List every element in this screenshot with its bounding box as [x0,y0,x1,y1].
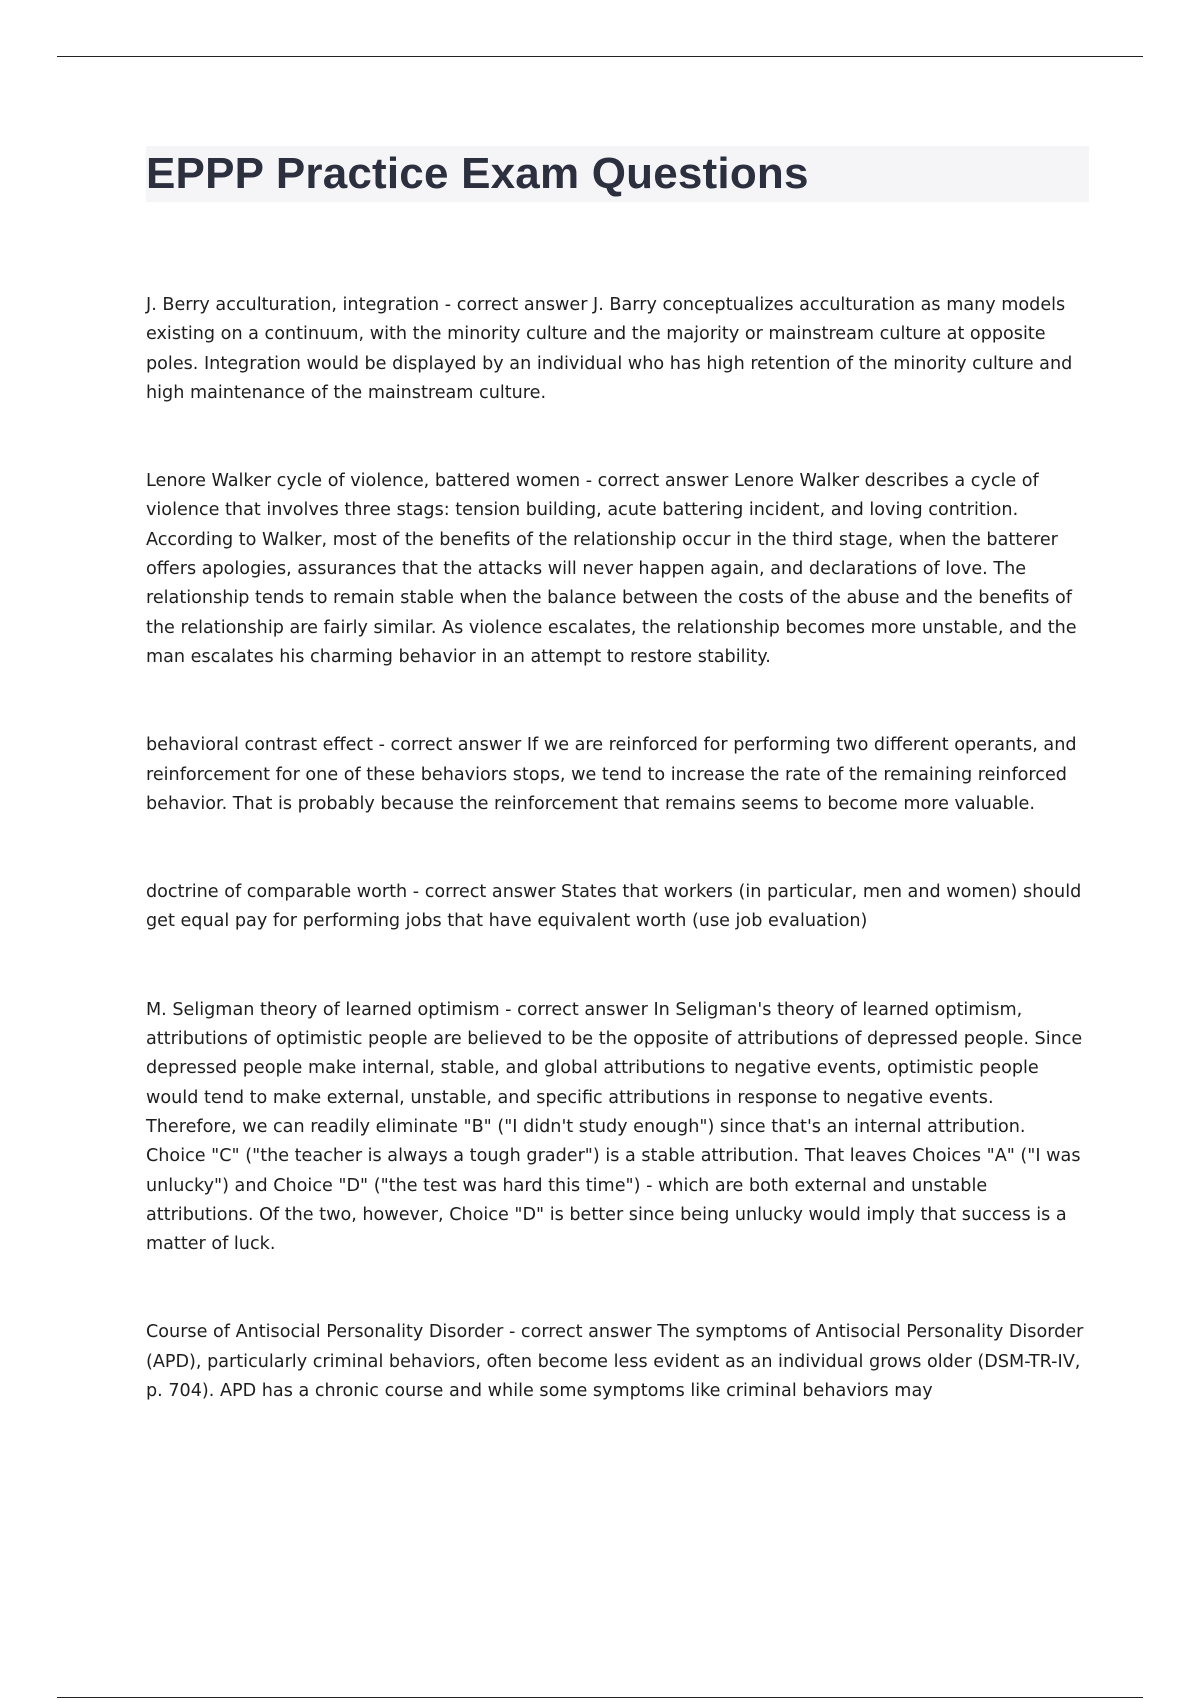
bottom-rule [57,1697,1143,1698]
top-rule [57,56,1143,57]
qa-entry-berry-acculturation: J. Berry acculturation, integration - correct answer J. Barry conceptualizes acculturation as many models existing on a continuum, with the minority culture and the majority or mainstream culture at opposite poles. Integration would be displayed by an individual who has high retention of the minority culture and high maintenance of the mainstream culture. [146,295,1073,403]
document-body [146,291,1088,1465]
qa-entry-walker-cycle-of-violence: Lenore Walker cycle of violence, battered women - correct answer Lenore Walker describes a cycle of violence that involves three stags: tension building, acute battering incident, and loving contrition. According to Walker, most of the benefits of the relationship occur in the third stage, when the batterer offers apologies, assurances that the attacks will never happen again, and declarations of love. The relationship tends to remain stable when the balance between the costs of the abuse and the benefits of the relationship are fairly similar. As violence escalates, the relationship becomes more unstable, and the man escalates his charming behavior in an attempt to restore stability. [146,471,1077,667]
qa-entry-comparable-worth: doctrine of comparable worth - correct answer States that workers (in particular, men and women) should get equal pay for performing jobs that have equivalent worth (use job evaluation) [146,882,1082,932]
page-title: EPPP Practice Exam Questions [146,149,809,198]
qa-entry-behavioral-contrast: behavioral contrast effect - correct answer If we are reinforced for performing two different operants, and reinforcement for one of these behaviors stops, we tend to increase the rate of the remaining reinforced behavior. That is probably because the reinforcement that remains seems to become more valuable. [146,735,1077,814]
qa-entry-antisocial-personality: Course of Antisocial Personality Disorder - correct answer The symptoms of Antisocial Personality Disorder (APD), particularly criminal behaviors, often become less evident as an individual grows older (DSM-TR-IV, p. 704). APD has a chronic course and while some symptoms like criminal behaviors may [146,1322,1084,1402]
qa-entry-learned-optimism: M. Seligman theory of learned optimism - correct answer In Seligman's theory of learned optimism, attributions of optimistic people are believed to be the opposite of attributions of depressed people. Since depressed people make internal, stable, and global attributions to negative events, optimistic people would tend to make external, unstable, and specific attributions in response to negative events. Therefore, we can readily eliminate "B" ("I didn't study enough") since that's an internal attribution. Choice "C" ("the teacher is always a tough grader") is a stable attribution. That leaves Choices "A" ("I was unlucky") and Choice "D" ("the test was hard this time") - which are both external and unstable attributions. Of the two, however, Choice "D" is better since being unlucky would imply that success is a matter of luck. [146,999,1083,1255]
